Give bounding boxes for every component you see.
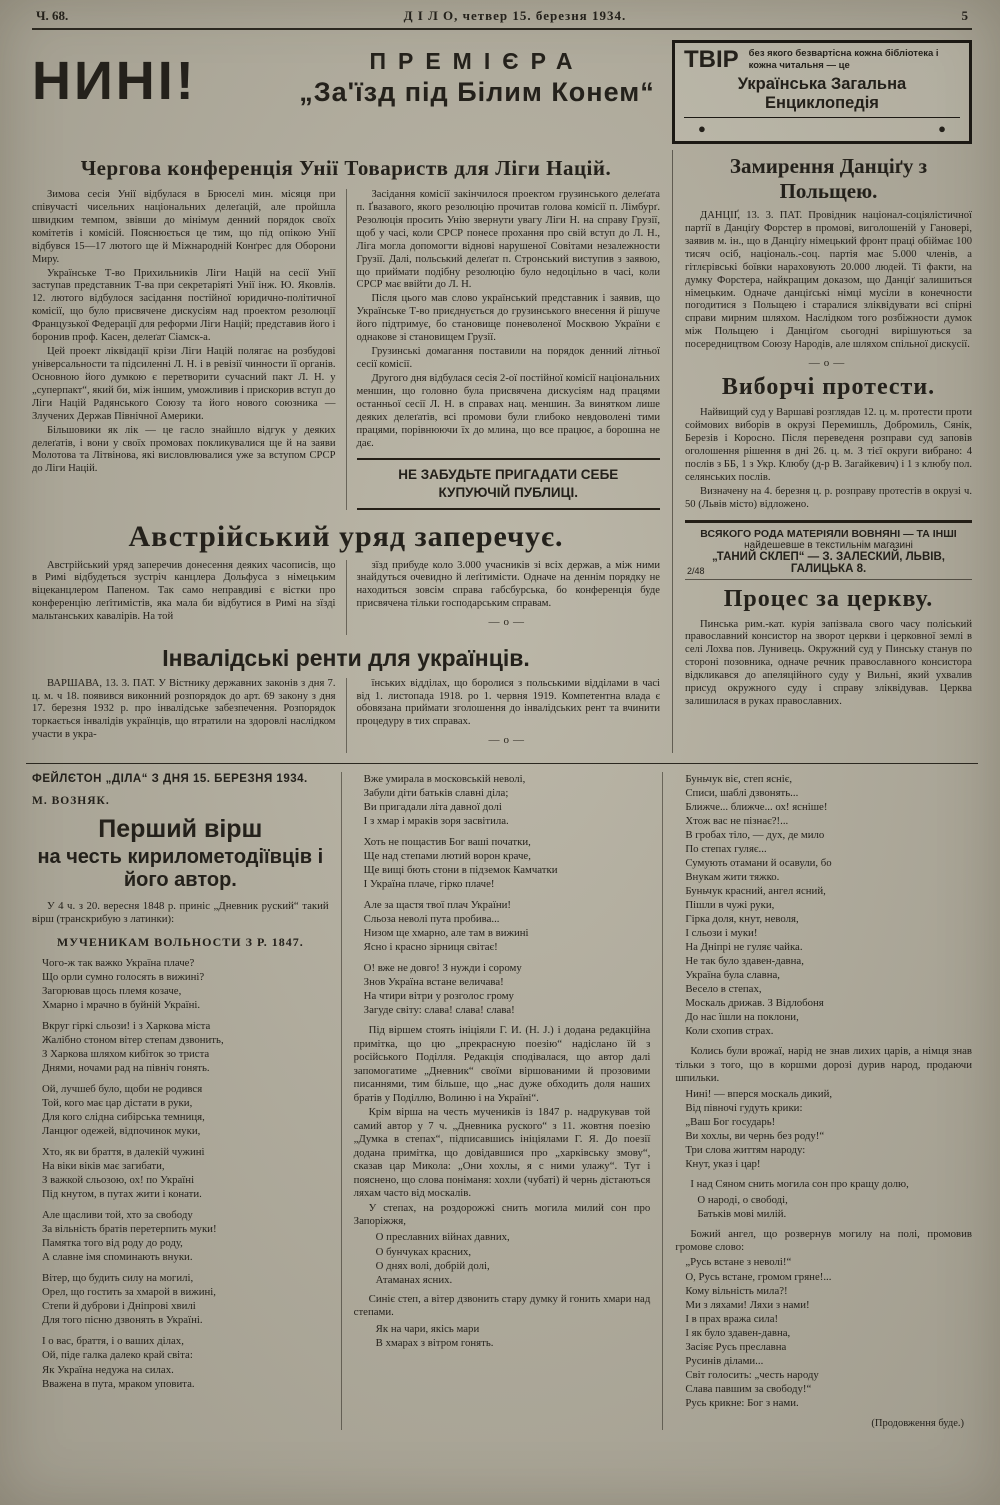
paragraph: Але щасливи той, хто за свободу За вільність братів перетерпить муки! Памятка того від роду до роду, А славне імя споминають внуки. [42,1209,217,1264]
paragraph: зїзд прибуде коло 3.000 учасників зі всіх держав, а між ними знайдуться очевидно й леґітимісти. Одначе на деннім порядку не находиться зовсім справа габсбурська, бо конференція буде присвячена тільки господарським справам. [356,559,660,610]
premiere-block [296,40,658,108]
premiere-label: ПРЕМІЄРА [369,48,585,74]
conference-col-1 [32,189,336,510]
paragraph: Визначену на 4. березня ц. р. розправу протестів в окрузі ч. 50 (Львів місто) відложено. [685,485,972,510]
encyclopedia-ad-box [672,40,972,144]
masthead: Д І Л О, четвер 15. березня 1934. [403,8,627,23]
feuilleton-section [32,772,972,1430]
invalids-col-2-text [357,678,661,730]
paragraph: Після цього мав слово український представник і заявив, що Українське Т-во приєднується до грузинського внесення й рішуче його підтримує, бо становище поневоленої Москвою України є однакове зі становищем Грузії. [356,293,660,344]
austria-col-2-text [357,560,661,612]
feuilleton-col-3-prose1: Колись були врожаї, нарід не знав лихих царів, а німця знав тільки з того, що в коршми дорозі дурив народ, продаючи шпильки. [675,1045,973,1085]
feuilleton-col-2-prose4: Синіє степ, а вітер дзвонить стару думку й гонить хмари над степами. [353,1292,651,1319]
austria-col-1 [32,560,336,635]
paragraph: Пинська рим.-кат. курія запізвала свого часу поліський православний консистор на зворот церкви і церковної землі в селі Лохва пов. Лунивець. Окружний суд у Пинську станув по стороні позовника, одначе речник православного консистора відкликався до апеляційного суду у Вильні, який ухвалив присуд окружного суду і справу зліквідував. Церква залишилася в руках православних. [685,618,972,708]
feuilleton-author: М. ВОЗНЯК. [32,795,110,808]
feuilleton-title-line1: Перший вірш [98,815,263,844]
textile-ad-line3: „ТАНИЙ СКЛЕП“ — З. ЗАЛЕСКИЙ, ЛЬВІВ, [712,550,945,563]
left-column-area [32,150,672,753]
paragraph: Чого-ж так важко Україна плаче? Що орли сумно голосять в вижині? Загорював щось племя козаче, Хмарно і мрачно в буйній Україні. [42,956,205,1011]
paragraph: Зимова сесія Унії відбулася в Брюселі мин. місяця при співучасті чисельних національних делеґацій, але пройшла швидким темпом, звівши до мінімум денний порядок своїх комітетів і комісій. Пояснюється це тим, що під опікою Унії відбувся 15—17 лютого ще й Міжнародній Конґрес для Оборони Миру. [32,189,336,265]
feuilleton-col-3-verse3: О народі, о свободі, Батьків мові милій. [697,1194,788,1221]
feuilleton-col-3-prose2: І над Сяном снить могила сон про кращу долю, [690,1177,909,1190]
feuilleton-header: ФЕЙЛЄТОН „ДІЛА“ З ДНЯ 15. БЕРЕЗНЯ 1934. [32,772,308,785]
feuilleton-title-line2: на честь кирилометодіївців і його автор. [37,845,324,891]
textile-ad-line4: ГАЛИЦЬКА 8. [790,562,867,575]
section-divider: —о— [488,734,528,747]
paragraph: Ой, лучшеб було, щоби не родився Той, кого має цар дістати в руки, Для кого слідна сибірська темниця, Ланцюг одежей, відпочинок муки, [42,1082,205,1138]
poem-col-1 [32,956,329,1391]
paragraph: Найвищий суд у Варшаві розглядав 12. ц. м. протести проти соймових виборів в окрузі Перемишль, Добромиль, Сянік, Березів і Коросно. Після переведеня розправи суд заповів оголошення рішення в дні 26. ц. м. З тієї округи вибрано: 4 послів з ББ, 1 з Укр. Клюбу (д-р В. Загайкевич) і 1 з клюбу пол. селянських послів. [685,407,972,483]
headline-conference: Чергова конференція Унії Товариств для Ліги Націй. [80,156,612,180]
feuilleton-intro: У 4 ч. з 20. вересня 1848 р. приніс „Дневник руский“ такий вірш (транскрибую з латинки): [32,899,329,926]
paragraph: Хоть не пощастив Бог ваші початки, Ще над степами лютий ворон краче, Ще вищі бють стони в підземок Камчатки І Україна плаче, гірко плаче! [363,835,558,890]
paragraph: Українське Т-во Прихильників Ліги Націй на сесії Унії заступав представник Т-ва при секретаріяті Унії інж. Ю. Яковлів. 12. лютого відбулося засідання постійної юридично-політичної комісії, що було присвячене дискусіям над проектом резолюції Французької Федерації для реформи Ліги Націй; представив його і боронив проф. Касен, делеґат Сіамск-а. [32,267,336,344]
headline-austria: Австрійський уряд заперечує. [128,519,564,553]
paragraph: Цей проект ліквідації крізи Ліги Націй полягає на розбудові універсальности та підсиленні Л. Н. і в ревізії чинности її органів. Основною його думкою є перетворити сучасний пакт Л. Н. у „суперпакт“, який би, між іншим, уможливив і прискорив вступ до Ліги Націй Радянського Союзу та його нового союзника — Злучених Держав Північної Америки. [32,346,336,422]
paragraph: Вже умирала в московській неволі, Забули діти батьків славні діла; Ви пригадали літа давної долі І з хмар і мраків зоря засвітила. [363,772,526,827]
headline-protests: Виборчі протести. [721,374,936,401]
encyclopedia-name: Українська Загальна Енциклопедія [684,75,960,118]
main-content [32,150,972,753]
section-divider: —о— [808,357,849,370]
invalids-col-2 [346,678,661,753]
ad-small-text: без якого безвартісна кожна бібліотека і кожна читальня — це [748,48,939,71]
textile-ad-line2: найдешевше в текстильнім магазині [744,539,913,551]
poem-title: МУЧЕНИКАМ ВОЛЬНОСТИ З Р. 1847. [56,934,304,949]
feuilleton-col-3 [662,772,972,1430]
premiere-title: „За'їзд під Білим Конем“ [299,77,655,107]
paragraph: ВАРШАВА, 13. 3. ПАТ. У Вістнику державних законів з дня 7. ц. м. ч 18. появився виконний розпорядок до арт. 69 закону з дня 17. березня 1932 р. про інвалідське забезпечення. Розпорядок торкається інвалідів українців, що втратили на здоровлі наслідком участи в укра- [32,677,336,741]
invalids-col-1 [32,678,336,753]
church-text [685,619,972,709]
paragraph: Другого дня відбулася сесія 2-ої постійної комісії національних меншин, що головно була присвячена дискусіям над працями останньої сесії Л. Н. в справах нац. меншин. За винятком лише деяких делеґатів, всі промови були глибоко невдоволені тими працями, порівнюючи їх до млина, що все працює, а борошна не дає. [356,372,660,449]
feuilleton-col-2 [341,772,651,1430]
reminder-box: НЕ ЗАБУДЬТЕ ПРИГАДАТИ СЕБЕ КУПУЮЧІЙ ПУБЛИЦІ. [357,458,661,509]
paragraph: О! вже не довго! З нужди і сорому Знов Україна встане величава! На чтири вітри у розголос грому Загуде світу: слава! слава! слава! [363,962,522,1017]
danzig-text [685,210,972,352]
textile-ad-box [685,520,972,580]
feuilleton-col-1 [32,772,329,1430]
feuilleton-col-2-verse2: Як на чари, якісь мари В хмарах з вітром гонять. [375,1322,494,1349]
textile-ad-line1: ВСЯКОГО РОДА МАТЕРІЯЛИ ВОВНЯНІ — ТА ІНШІ [700,527,957,540]
paragraph: їнських відділах, що боролися з польськими відділами в часі від 1. листопада 1918. ро 1. червня 1919. Компетентна влада є обовязана приймати зголошення до інвалідських рент та вчинити процедуру в тих справах. [356,677,660,728]
paragraph: Більшовики як лік — це гасло знайшло відгук у деяких делеґатів, і вони у своїх промовах покликувалися ще й на заяви Молотова та Літвінова, які висловлювалися уже за вступом СРСР до Ліги Націй. [32,424,336,475]
austria-columns [32,560,660,635]
conference-col-2-text [357,189,661,450]
invalids-columns [32,678,660,753]
paragraph: Австрійський уряд заперечив донесення деяких часописів, що в Римі відбудеться зустріч канцлера Дольфуса з німецьким віцеканцлером Папеном. Так само неправдиві є вістки про конференцію леґітимістів, яка мала би відбутися в Римі на зїзді мальтанських кавалірів. На той [32,559,336,623]
page-number: 5 [961,8,968,23]
paragraph: Грузинські домагання поставили на порядок денний літньої сесії комісії. [356,346,660,370]
paragraph: Хто, як ви браття, в далекій чужині На віки віків має загибати, З важкой сльозою, ох! по Україні Під кнутом, в путах жити і конати. [42,1146,205,1201]
paragraph: Вкруг гіркі сльози! і з Харкова міста Жалібно стоном вітер степам дзвонить, З Харкова шляхом кибіток зо триста Днями, ночами рад на північ гонять. [42,1019,224,1074]
feuilleton-col-3-verse2: Нині! — вперся москаль дикий, Від півночі гудуть крики: „Ваш Бог государь! Ви хохлы, ви чернь без роду!“ Три слова життям народу: Кнут, указ і цар! [685,1087,833,1170]
conference-columns [32,189,660,510]
encyclopedia-ad-top [684,48,960,72]
section-rule [26,763,978,764]
protests-text [685,407,972,511]
conference-col-2 [346,189,661,510]
dot-icon: ● [698,121,706,136]
section-divider: —о— [488,616,528,629]
feuilleton-col-2-prose [354,1024,651,1200]
poem-col-2 [354,772,651,1018]
paragraph: І о вас, браття, і о ваших ділах, Ой, піде галка далеко край світа: Як Україна недужа на силах. Вважена в пута, мраком уповита. [42,1335,195,1390]
paragraph: Але за щастя твої плач України! Сльоза неволі пута пробива... Низом ще хмарно, але там в вижині Ясно і красно зірниця світає! [363,898,529,954]
headline-invalids: Інвалідські ренти для українців. [162,644,530,671]
feuilleton-col-3-verse1: Буньчук віє, степ ясніє, Списи, шаблі дзвонять... Ближче... ближче... ох! ясніше! Хтож вас не пізнає?!... В гробах тіло, — дух, де мило По степах гуляє... Сумують отамани й осавули, бо Внукам жити тяжко. Буньчук красний, ангел ясний, Пішли в чужі руки, Гірка доля, кнут, неволя, І сльози і муки! На Дніпрі не гуляє чайка. Не так було здавен-давна, Україна була славна, Весело в степах, Москаль дрижав. З Відлобоня До нас їшли на поклони, Коли схопив страх. [685,772,832,1038]
dot-icon: ● [938,121,946,136]
ad-word: ТВІР [684,46,739,73]
paragraph: ДАНЦІҐ, 13. 3. ПАТ. Провідник націонал-соціялістичної партії в Данціґу Форстер в промові, виголошеній у Гановері, заявив м. ін., що в Данціґу німецький фронт праці обіймає 100 тисяч осіб, національ.-соц. партія має 5.000 членів, а гітлєрівські боївки нараховують 20.000 людей. Ті факти, на думку Форстера, найкращим доказом, що Данціґ залишиться німецьким. Одначе данціґські німці мусіли в конечности погодитися з Польщею і старалися зліквідувати всі спірні справи мирним шляхом. Наслідком того розбіжности думок між Польщею і Данціґом сьогодні вирішуються за посередництвом Союзу Народів, але шляхом спільної дискусії. [685,210,972,351]
feuilleton-col-3-prose3: Божий ангел, що розвернув могилу на полі, промовив громове слово: [675,1227,973,1253]
feuilleton-col-2-prose3: У степах, на роздорожжі снить могила милий сон про Запоріжжя, [353,1201,651,1227]
right-column-area [672,150,972,753]
paragraph: Крім вірша на честь мучеників із 1847 р. надрукував той самий автор у 7 ч. „Дневника руского“ з 11. жовтня поезію „Думка в степах“, підписавшись ініціялами Г. Я. До поезії додана примітка, що довідавшися про „харківську змову“, сказав цар Микола: „Они хохлы, я с ними улажу“. Тут і пояснено, що слова поніманя: хохли (чубаті) й чернь дістаються ляхам часто від москалів. [353,1106,651,1200]
paragraph: Під віршем стоять ініціяли Г. И. (Н. J.) і додана редакційна примітка, що цю „прекрасную поезію“ надіслано їй з російського Поділля. Редакція сподівалася, що автор далі запомогатиме „Дневник“ своїми віршованими й прозовими писаннями, тим більше, що „нас дуже обходить доля наших братів у Поділлю, Волиню і на Україні“. [353,1024,651,1104]
paragraph: Вітер, що будить силу на могилі, Орел, що гостить за хмарой в вижині, Степи й дуброви і Дніпрові хвилі Для того пісню дзвонять в Україні. [42,1272,217,1327]
feuilleton-col-3-verse4: „Русь встане з неволі!“ О, Русь встане, громом гряне!... Кому вільність мила?! Ми з ляхами! Ляхи з нами! І в прах вража сила! І як було здавен-давна, Засіяє Русь преславна Русинів ділами... Світ голосить: „честь народу Слава павшим за свободу!“ Русь крикне: Бог з нами. [685,1256,832,1409]
headline-danzig: Замирення Данціґу з Польщею. [729,154,928,203]
headline-church: Процес за церкву. [723,585,934,612]
ad-dots-row [684,118,960,137]
austria-col-2 [346,560,661,635]
textile-ad-code: 2/48 [687,565,705,576]
top-banner [32,30,972,150]
feuilleton-col-2-verse1: О преславних війнах давних, О бунчуках красних, О днях волі, добрій долі, Атаманах ясних. [375,1231,510,1286]
continuation-note: (Продовження буде.) [871,1417,965,1429]
nyni-announcement: НИНІ! [32,51,197,111]
page-header [32,6,972,30]
paragraph: Засідання комісії закінчилося проектом грузинського делеґата п. Ґвазавого, якого резолюцію прочитав голова комісії п. Лімбурґ. Резолюція просить Унію звернути увагу Ліги Н. на справу Грузії, щоб у часі, коли СРСР понесе прохання про свій вступ до Л. Н., Ліга могла допомогти віднові нарушеної Совітами незалежности Грузії. Далі, польський делеґат п. Стронський виступив з заявою, що приймати подібну резолюцію було недоцільно в часі, коли СРСР має ввійти до Л. Н. [356,189,660,291]
issue-number: Ч. 68. [36,8,69,23]
